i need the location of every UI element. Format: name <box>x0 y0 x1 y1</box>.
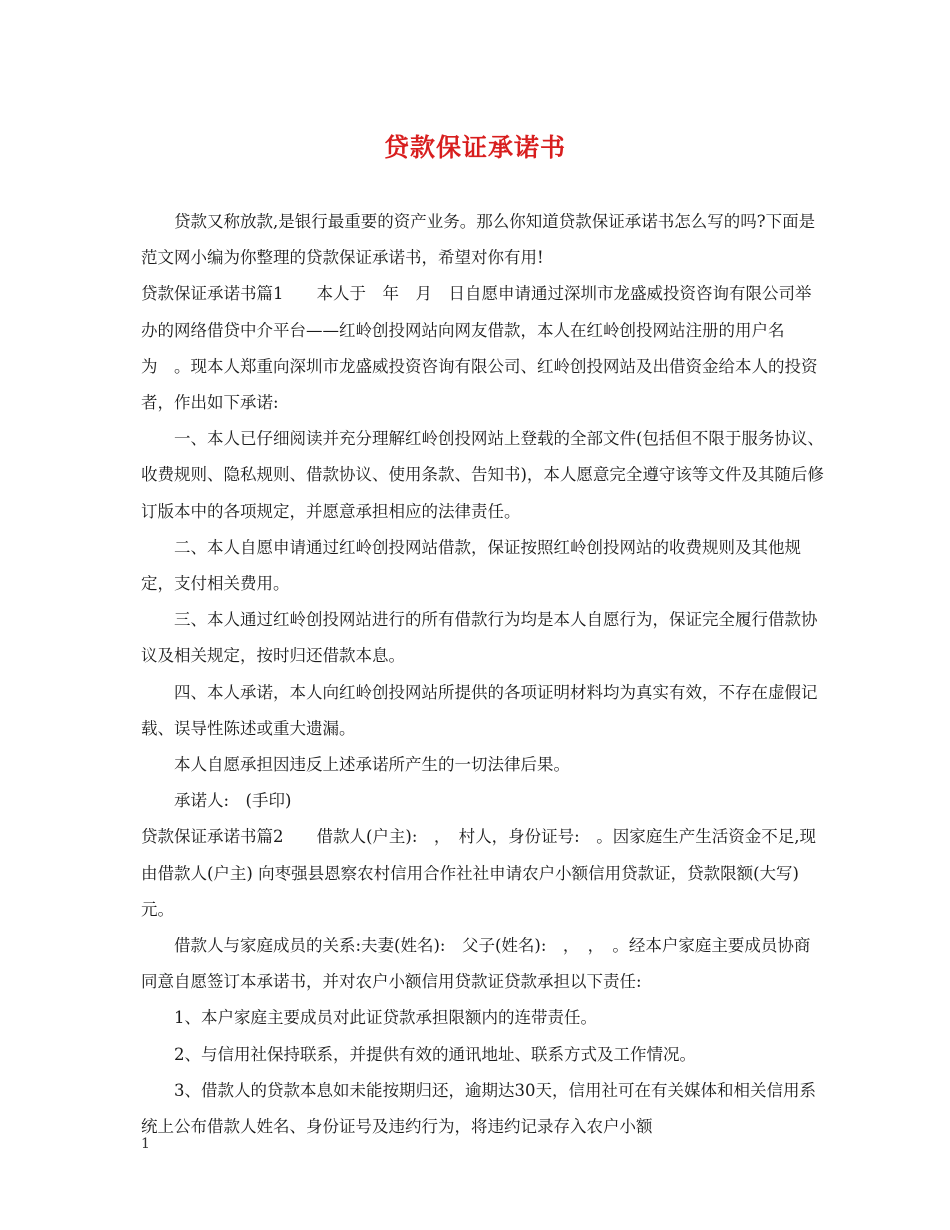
paragraph-section1-header: 贷款保证承诺书篇1 本人于 年 月 日自愿申请通过深圳市龙盛威投资咨询有限公司举办的网络借贷中介平台——红岭创投网站向网友借款，本人在红岭创投网站注册的用户名为 。现本人郑重向深圳市龙盛威投资咨询有限公司、红岭创投网站及出借资金给本人的投资者，作出如下承诺: <box>141 284 818 413</box>
paragraph-clause-1: 一、本人已仔细阅读并充分理解红岭创投网站上登载的全部文件(包括但不限于服务协议、收费规则、隐私规则、借款协议、使用条款、告知书)，本人愿意完全遵守该等文件及其随后修订版本中的各项规定，并愿意承担相应的法律责任。 <box>141 429 824 521</box>
paragraph-item-3: 3、借款人的贷款本息如未能按期归还，逾期达30天，信用社可在有关媒体和相关信用系统上公布借款人姓名、身份证号及违约行为，将违约记录存入农户小额 <box>141 1080 816 1137</box>
paragraph-item-1: 1、本户家庭主要成员对此证贷款承担限额内的连带责任。 <box>174 1008 597 1028</box>
paragraph-clause-4: 四、本人承诺，本人向红岭创投网站所提供的各项证明材料均为真实有效，不存在虚假记载、误导性陈述或重大遗漏。 <box>141 682 818 738</box>
paragraph-intro: 贷款又称放款,是银行最重要的资产业务。那么你知道贷款保证承诺书怎么写的吗?下面是范文网小编为你整理的贷款保证承诺书，希望对你有用! <box>141 212 816 268</box>
paragraph-item-2: 2、与信用社保持联系，并提供有效的通讯地址、联系方式及工作情况。 <box>174 1044 696 1064</box>
paragraph-liability: 本人自愿承担因违反上述承诺所产生的一切法律后果。 <box>174 755 570 775</box>
page-number: 1 <box>141 1136 150 1152</box>
paragraph-clause-2: 二、本人自愿申请通过红岭创投网站借款，保证按照红岭创投网站的收费规则及其他规定，支付相关费用。 <box>141 537 801 594</box>
paragraph-signature: 承诺人: (手印) <box>174 791 292 811</box>
paragraph-section2-header: 贷款保证承诺书篇2 借款人(户主): ， 村人，身份证号: 。因家庭生产生活资金不足,现由借款人(户主) 向枣强县恩察农村信用合作社社申请农户小额信用贷款证，贷款限额(大写) 元。 <box>141 827 816 919</box>
paragraph-clause-3: 三、本人通过红岭创投网站进行的所有借款行为均是本人自愿行为，保证完全履行借款协议及相关规定，按时归还借款本息。 <box>141 610 818 666</box>
document-body <box>141 204 825 1145</box>
page-title: 贷款保证承诺书 <box>383 133 566 162</box>
paragraph-family-relations: 借款人与家庭成员的关系:夫妻(姓名): 父子(姓名): ， ， 。经本户家庭主要成员协商同意自愿签订本承诺书，并对农户小额信用贷款证贷款承担以下责任: <box>141 936 811 992</box>
